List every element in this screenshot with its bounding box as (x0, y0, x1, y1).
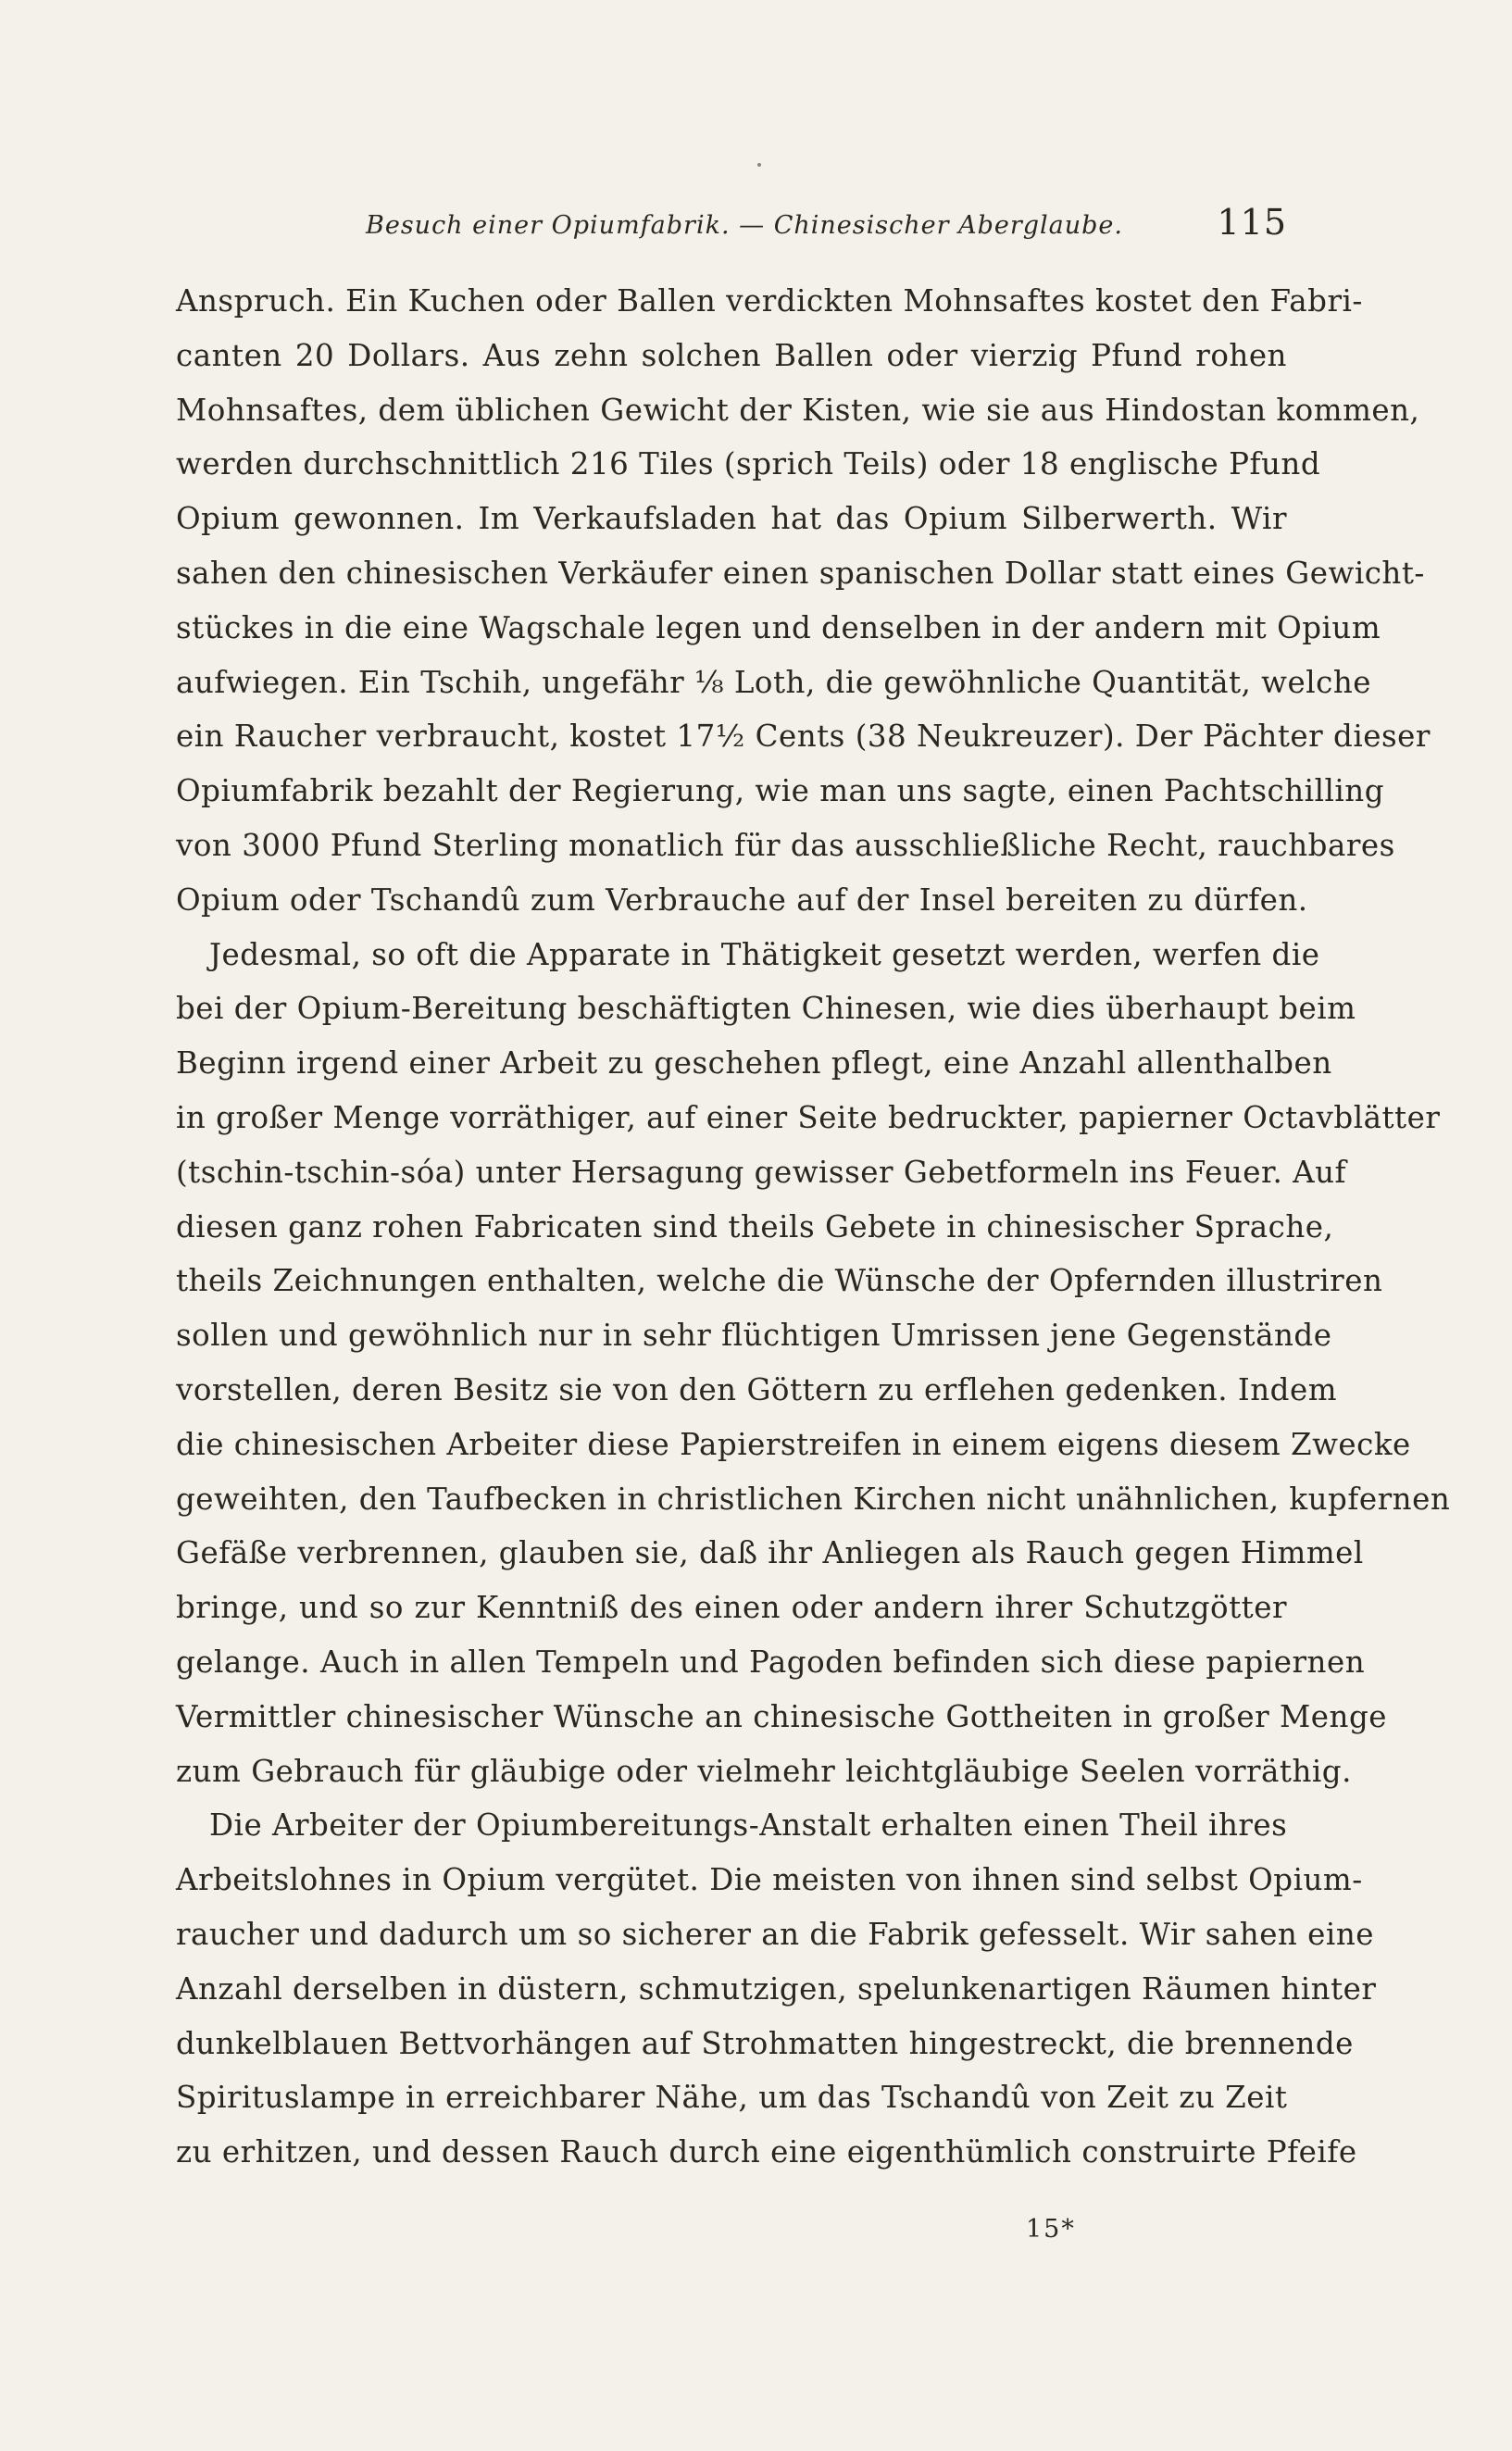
text-line: Beginn irgend einer Arbeit zu geschehen pflegt, eine Anzahl allenthalben (176, 1045, 1332, 1082)
text-line: in großer Menge vorräthiger, auf einer Seite bedruckter, papierner Octavblätter (176, 1099, 1441, 1135)
text-line: ein Raucher verbraucht, kostet 17½ Cents (38 Neukreuzer). Der Pächter dieser (176, 719, 1431, 755)
text-line: werden durchschnittlich 216 Tiles (sprich Teils) oder 18 englische Pfund (176, 446, 1321, 482)
text-line: bringe, und so zur Kenntniß des einen oder andern ihrer Schutzgötter (176, 1590, 1287, 1626)
text-line: bei der Opium-Bereitung beschäftigten Chinesen, wie dies überhaupt beim (176, 991, 1356, 1027)
text-line: Spirituslampe in erreichbarer Nähe, um das Tschandû von Zeit zu Zeit (176, 2080, 1288, 2116)
text-line: dunkelblauen Bettvorhängen auf Strohmatten hingestreckt, die brennende (176, 2025, 1354, 2061)
text-line: Opiumfabrik bezahlt der Regierung, wie man uns sagte, einen Pachtschilling (176, 773, 1384, 809)
text-line: sollen und gewöhnlich nur in sehr flüchtigen Umrissen jene Gegenstände (176, 1318, 1332, 1354)
text-line: Opium oder Tschandû zum Verbrauche auf der Insel bereiten zu dürfen. (176, 882, 1308, 918)
text-line: Die Arbeiter der Opiumbereitungs-Anstalt erhalten einen Theil ihres (209, 1807, 1288, 1844)
text-line: Jedesmal, so oft die Apparate in Thätigkeit gesetzt werden, werfen die (209, 936, 1320, 972)
text-line: zum Gebrauch für gläubige oder vielmehr leichtgläubige Seelen vorräthig. (176, 1753, 1352, 1789)
text-line: Vermittler chinesischer Wünsche an chinesische Gottheiten in großer Menge (176, 1698, 1387, 1734)
text-line: (tschin-tschin-sóa) unter Hersagung gewisser Gebetformeln ins Feuer. Auf (176, 1154, 1347, 1190)
text-line: Mohnsaftes, dem üblichen Gewicht der Kisten, wie sie aus Hindostan kommen, (176, 392, 1420, 428)
page-number: 115 (1217, 202, 1287, 243)
text-line: sahen den chinesischen Verkäufer einen spanischen Dollar statt eines Gewicht- (176, 555, 1425, 591)
body-text (176, 274, 1451, 2180)
text-line: raucher und dadurch um so sicherer an die Fabrik gefesselt. Wir sahen eine (176, 1916, 1374, 1952)
text-line: zu erhitzen, und dessen Rauch durch eine eigenthümlich construirte Pfeife (176, 2134, 1357, 2170)
text-line: Anzahl derselben in düstern, schmutzigen, spelunkenartigen Räumen hinter (176, 1970, 1377, 2007)
text-line: geweihten, den Taufbecken in christlichen Kirchen nicht unähnlichen, kupfernen (176, 1481, 1451, 1517)
text-line: theils Zeichnungen enthalten, welche die Wünsche der Opfernden illustriren (176, 1263, 1383, 1299)
text-line: diesen ganz rohen Fabricaten sind theils Gebete in chinesischer Sprache, (176, 1208, 1334, 1244)
text-line: Anspruch. Ein Kuchen oder Ballen verdickten Mohnsaftes kostet den Fabri- (176, 283, 1363, 319)
text-line: von 3000 Pfund Sterling monatlich für das ausschließliche Recht, rauchbares (176, 827, 1395, 863)
text-line: vorstellen, deren Besitz sie von den Göttern zu erflehen gedenken. Indem (176, 1371, 1338, 1407)
text-line: gelange. Auch in allen Tempeln und Pagoden befinden sich diese papiernen (176, 1644, 1366, 1680)
running-head (366, 202, 1287, 244)
signature-mark: 15* (1026, 2215, 1076, 2244)
print-speck (757, 163, 761, 167)
text-line: Gefäße verbrennen, glauben sie, daß ihr Anliegen als Rauch gegen Himmel (176, 1535, 1364, 1571)
running-title: Besuch einer Opiumfabrik. — Chinesischer Aberglaube. (366, 211, 1123, 240)
text-line: aufwiegen. Ein Tschih, ungefähr ⅛ Loth, die gewöhnliche Quantität, welche (176, 664, 1371, 700)
text-line: die chinesischen Arbeiter diese Papierstreifen in einem eigens diesem Zwecke (176, 1426, 1411, 1462)
text-line: stückes in die eine Wagschale legen und denselben in der andern mit Opium (176, 609, 1381, 645)
text-line: Arbeitslohnes in Opium vergütet. Die meisten von ihnen sind selbst Opium- (176, 1862, 1363, 1898)
text-line: canten 20 Dollars. Aus zehn solchen Ballen oder vierzig Pfund rohen (176, 337, 1287, 373)
text-line: Opium gewonnen. Im Verkaufsladen hat das Opium Silberwerth. Wir (176, 501, 1287, 537)
